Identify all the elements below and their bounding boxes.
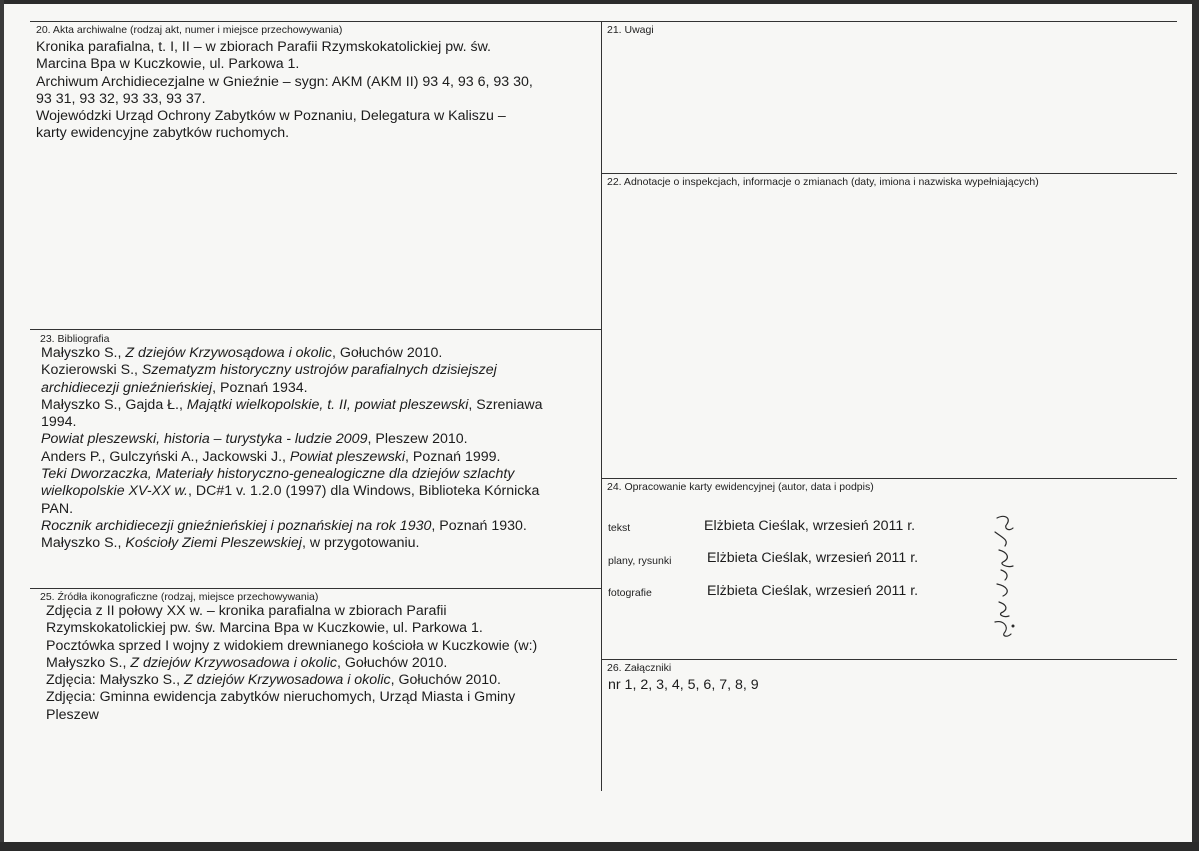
- section-24-label: 24. Opracowanie karty ewidencyjnej (autor, data i podpis): [607, 481, 874, 493]
- section-21-label: 21. Uwagi: [607, 24, 654, 36]
- page-edge-bottom: [0, 842, 1199, 851]
- bibliography-entry: archidiecezji gnieźnieńskiej, Poznań 1934.: [41, 379, 308, 396]
- section-26-label: 26. Załączniki: [607, 662, 672, 674]
- section-20-line: Kronika parafialna, t. I, II – w zbiorach Parafii Rzymskokatolickiej pw. św.: [36, 39, 491, 55]
- page-edge-left: [0, 0, 4, 851]
- bibliography-entry: PAN.: [41, 500, 74, 517]
- source-line: Zdjęcia: Gminna ewidencja zabytków nieruchomych, Urząd Miasta i Gminy: [46, 689, 516, 706]
- source-line: Zdjęcia: Małyszko S., Z dziejów Krzywosadowa i okolic, Gołuchów 2010.: [46, 672, 501, 689]
- bibliography-entry: Powiat pleszewski, historia – turystyka - ludzie 2009, Pleszew 2010.: [41, 431, 468, 448]
- divider-21-22: [601, 173, 1177, 174]
- source-line: Pleszew: [46, 706, 99, 723]
- bibliography-entry: wielkopolskie XV-XX w., DC#1 v. 1.2.0 (1997) dla Windows, Biblioteka Kórnicka: [41, 483, 540, 500]
- bibliography-entry: Małyszko S., Kościoły Ziemi Pleszewskiej, w przygotowaniu.: [41, 535, 420, 552]
- divider-23-25: [30, 588, 602, 589]
- author-row-kind-text: tekst: [608, 522, 631, 534]
- source-line: Pocztówka sprzed I wojny z widokiem drewnianego kościoła w Kuczkowie (w:): [46, 637, 538, 654]
- section-25-content: [46, 603, 537, 724]
- section-20-label: 20. Akta archiwalne (rodzaj akt, numer i miejsce przechowywania): [36, 24, 343, 36]
- source-line: Małyszko S., Z dziejów Krzywosadowa i okolic, Gołuchów 2010.: [46, 654, 448, 671]
- bibliography-entry: Małyszko S., Z dziejów Krzywosądowa i okolic, Gołuchów 2010.: [41, 345, 443, 361]
- page-edge-right: [1192, 0, 1199, 851]
- author-row-value-photos: Elżbieta Cieślak, wrzesień 2011 r.: [707, 583, 919, 599]
- section-22-label: 22. Adnotacje o inspekcjach, informacje o zmianach (daty, imiona i nazwiska wypełniających): [607, 176, 1039, 188]
- section-20-content: [36, 39, 533, 143]
- section-20-line: Archiwum Archidiecezjalne w Gnieźnie – sygn: AKM (AKM II) 93 4, 93 6, 93 30,: [36, 73, 533, 90]
- top-border: [30, 21, 1177, 22]
- source-line: Zdjęcia z II połowy XX w. – kronika parafialna w zbiorach Parafii: [46, 603, 447, 619]
- page-edge-top: [0, 0, 1199, 4]
- divider-24-26: [601, 659, 1177, 660]
- bibliography-entry: 1994.: [41, 414, 77, 431]
- section-20-line: 93 31, 93 32, 93 33, 93 37.: [36, 90, 206, 107]
- bibliography-entry: Kozierowski S., Szematyzm historyczny ustrojów parafialnych dzisiejszej: [41, 362, 497, 379]
- section-20-line: Wojewódzki Urząd Ochrony Zabytków w Poznaniu, Delegatura w Kaliszu –: [36, 108, 506, 125]
- section-23-content: [41, 345, 543, 553]
- bibliography-entry: Anders P., Gulczyński A., Jackowski J., Powiat pleszewski, Poznań 1999.: [41, 448, 501, 465]
- bibliography-entry: Małyszko S., Gajda Ł., Majątki wielkopolskie, t. II, powiat pleszewski, Szreniawa: [41, 396, 543, 413]
- divider-20-23: [30, 329, 602, 330]
- section-25-label: 25. Źródła ikonograficzne (rodzaj, miejsce przechowywania): [40, 591, 319, 603]
- section-23-label: 23. Bibliografia: [40, 333, 110, 345]
- handwritten-signature: [985, 510, 1025, 640]
- source-line: Rzymskokatolickiej pw. św. Marcina Bpa w Kuczkowie, ul. Parkowa 1.: [46, 620, 483, 637]
- section-20-line: karty ewidencyjne zabytków ruchomych.: [36, 125, 290, 142]
- attachments-list: nr 1, 2, 3, 4, 5, 6, 7, 8, 9: [608, 677, 759, 693]
- section-20-line: Marcina Bpa w Kuczkowie, ul. Parkowa 1.: [36, 56, 300, 73]
- author-row-value-text: Elżbieta Cieślak, wrzesień 2011 r.: [704, 518, 916, 534]
- bibliography-entry: Rocznik archidiecezji gnieźnieńskiej i poznańskiej na rok 1930, Poznań 1930.: [41, 517, 527, 534]
- author-row-kind-plans: plany, rysunki: [608, 555, 672, 567]
- author-row-value-plans: Elżbieta Cieślak, wrzesień 2011 r.: [707, 550, 919, 566]
- center-divider: [601, 21, 602, 791]
- divider-22-24: [601, 478, 1177, 479]
- bibliography-entry: Teki Dworzaczka, Materiały historyczno-genealogiczne dla dziejów szlachty: [41, 466, 515, 483]
- author-row-kind-photos: fotografie: [608, 587, 652, 599]
